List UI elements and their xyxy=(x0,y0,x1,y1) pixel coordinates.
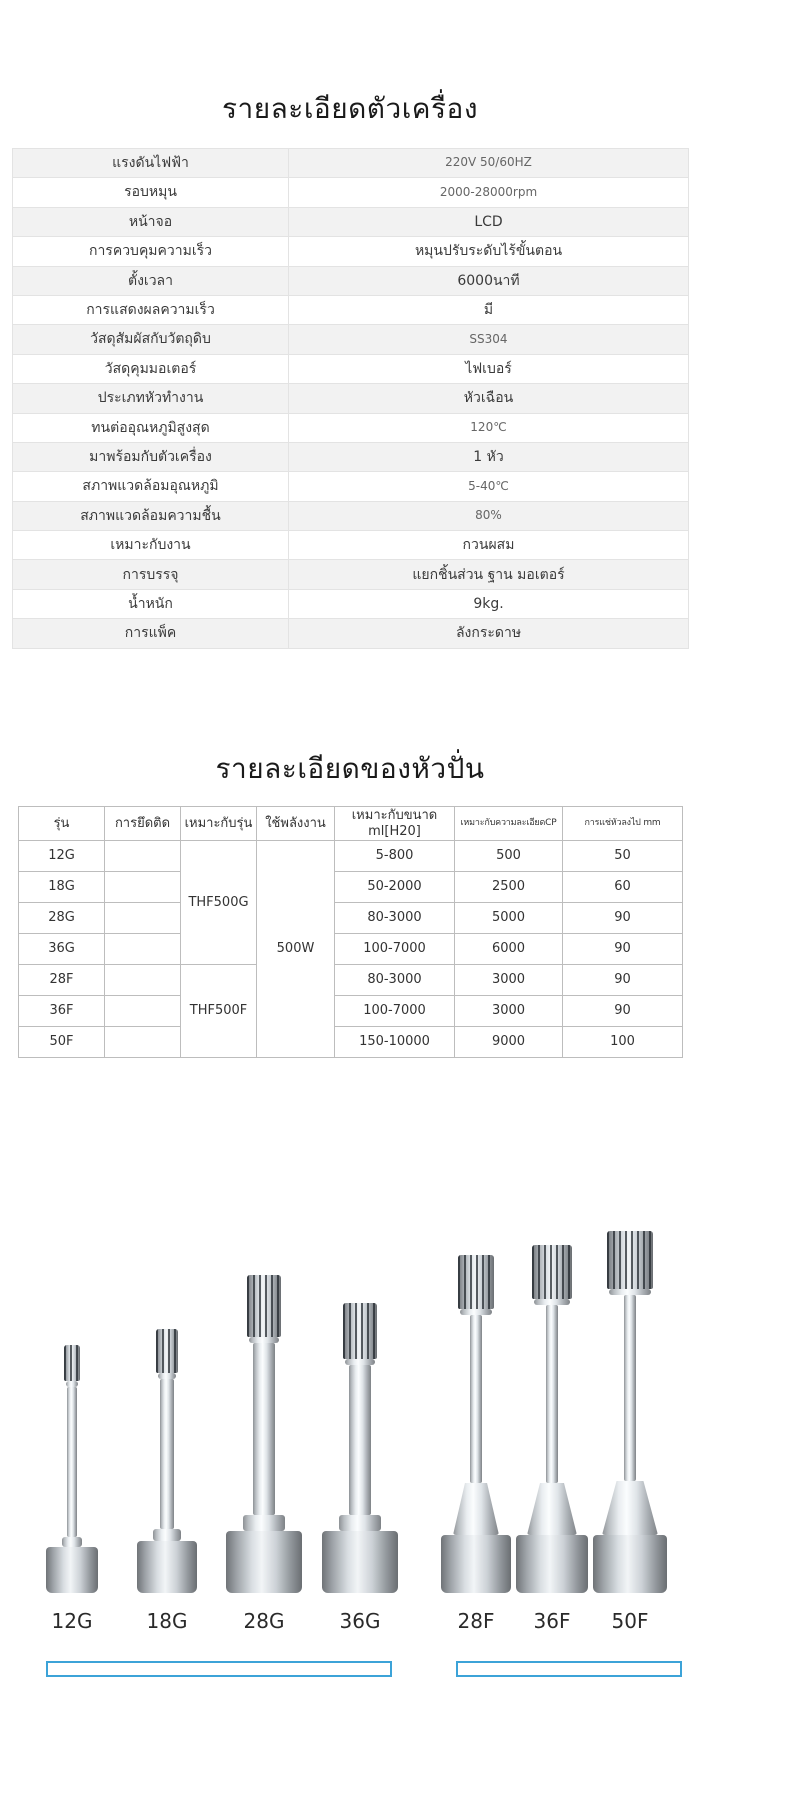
spec-label: วัสดุคุมมอเตอร์ xyxy=(13,354,289,383)
spec-row xyxy=(13,178,689,207)
probe-column-header: การแช่หัวลงไป mm xyxy=(563,807,683,841)
spec-label: รอบหมุน xyxy=(13,178,289,207)
spec-row xyxy=(13,237,689,266)
probe-group-bracket xyxy=(46,1661,392,1677)
spec-label: แรงดันไฟฟ้า xyxy=(13,149,289,178)
spec-label: ตั้งเวลา xyxy=(13,266,289,295)
probe-cell-mount xyxy=(105,841,181,872)
probe-column-header: การยึดติด xyxy=(105,807,181,841)
spec-row xyxy=(13,266,689,295)
probe-cell-model: 28G xyxy=(19,903,105,934)
probe-head-slots xyxy=(156,1329,178,1373)
probe-base xyxy=(441,1535,511,1593)
probe-image xyxy=(314,1303,406,1593)
probe-label: 28G xyxy=(243,1609,285,1633)
probe-head xyxy=(343,1303,377,1359)
probe-label: 50F xyxy=(611,1609,649,1633)
probe-shaft xyxy=(160,1379,174,1529)
probe-table-row xyxy=(19,841,683,872)
probe-collar xyxy=(243,1515,285,1531)
probe-cell-model: 50F xyxy=(19,1027,105,1058)
spec-value: SS304 xyxy=(289,325,689,354)
probe-head xyxy=(156,1329,178,1373)
probe-cell-mount xyxy=(105,965,181,996)
probe-column-header: เหมาะกับความละเอียดCP xyxy=(455,807,563,841)
spec-value: ลังกระดาษ xyxy=(289,619,689,648)
probe-base xyxy=(46,1547,98,1593)
probe-spec-heading: รายละเอียดของหัวปั่น xyxy=(215,752,485,785)
probe-shaft xyxy=(67,1387,77,1537)
spec-row xyxy=(13,207,689,236)
spec-value: 5-40℃ xyxy=(289,472,689,501)
probe-column-header: เหมาะกับขนาด ml[H20] xyxy=(335,807,455,841)
probe-label: 12G xyxy=(51,1609,93,1633)
probe-cell-model: 36F xyxy=(19,996,105,1027)
spec-label: ทนต่ออุณหภูมิสูงสุด xyxy=(13,413,289,442)
probe-cell-mount xyxy=(105,903,181,934)
probe-cell-cp: 3000 xyxy=(455,965,563,996)
probe-head-slots xyxy=(343,1303,377,1359)
probe-cell-cp: 500 xyxy=(455,841,563,872)
spec-row xyxy=(13,472,689,501)
spec-value: กวนผสม xyxy=(289,531,689,560)
probe-cell-depth: 90 xyxy=(563,965,683,996)
machine-spec-heading: รายละเอียดตัวเครื่อง xyxy=(221,92,479,125)
probe-cell-model: 28F xyxy=(19,965,105,996)
probe-image-gallery xyxy=(0,1045,700,1725)
spec-value: มี xyxy=(289,295,689,324)
spec-value: 80% xyxy=(289,501,689,530)
spec-row xyxy=(13,413,689,442)
spec-value: หัวเฉือน xyxy=(289,384,689,413)
spec-label: การบรรจุ xyxy=(13,560,289,589)
spec-row xyxy=(13,589,689,618)
probe-table-row xyxy=(19,996,683,1027)
probe-shaft xyxy=(624,1295,636,1481)
probe-image xyxy=(584,1231,676,1593)
probe-head-slots xyxy=(247,1275,281,1337)
probe-table-row xyxy=(19,872,683,903)
probe-label: 28F xyxy=(457,1609,495,1633)
spec-value: 220V 50/60HZ xyxy=(289,149,689,178)
probe-cell-depth: 60 xyxy=(563,872,683,903)
spec-label: การแสดงผลความเร็ว xyxy=(13,295,289,324)
spec-label: มาพร้อมกับตัวเครื่อง xyxy=(13,442,289,471)
probe-cell-volume: 100-7000 xyxy=(335,996,455,1027)
probe-head-slots xyxy=(607,1231,653,1289)
probe-image xyxy=(218,1275,310,1593)
probe-cell-volume: 150-10000 xyxy=(335,1027,455,1058)
probe-head xyxy=(458,1255,494,1309)
probe-base xyxy=(226,1531,302,1593)
probe-base xyxy=(516,1535,588,1593)
probe-cell-volume: 50-2000 xyxy=(335,872,455,903)
spec-value: 120℃ xyxy=(289,413,689,442)
probe-image xyxy=(26,1345,118,1593)
probe-column-header: ใช้พลังงาน xyxy=(257,807,335,841)
probe-cell-cp: 3000 xyxy=(455,996,563,1027)
spec-row xyxy=(13,149,689,178)
probe-cell-cp: 9000 xyxy=(455,1027,563,1058)
spec-value: แยกชิ้นส่วน ฐาน มอเตอร์ xyxy=(289,560,689,589)
probe-head xyxy=(532,1245,572,1299)
probe-cell-depth: 90 xyxy=(563,934,683,965)
spec-value: หมุนปรับระดับไร้ขั้นตอน xyxy=(289,237,689,266)
spec-label: ประเภทหัวทำงาน xyxy=(13,384,289,413)
probe-spec-table xyxy=(18,806,683,1058)
spec-value: 2000-28000rpm xyxy=(289,178,689,207)
probe-shaft xyxy=(253,1343,275,1515)
spec-row xyxy=(13,384,689,413)
probe-label: 36G xyxy=(339,1609,381,1633)
spec-row xyxy=(13,295,689,324)
probe-cell-mount xyxy=(105,934,181,965)
spec-value: 9kg. xyxy=(289,589,689,618)
probe-head-slots xyxy=(64,1345,80,1381)
spec-label: หน้าจอ xyxy=(13,207,289,236)
probe-collar xyxy=(153,1529,181,1541)
probe-head xyxy=(607,1231,653,1289)
probe-image xyxy=(121,1329,213,1593)
probe-base xyxy=(137,1541,197,1593)
probe-table-row xyxy=(19,965,683,996)
spec-label: สภาพแวดล้อมอุณหภูมิ xyxy=(13,472,289,501)
spec-value: LCD xyxy=(289,207,689,236)
spec-label: การควบคุมความเร็ว xyxy=(13,237,289,266)
probe-cell-model: 36G xyxy=(19,934,105,965)
spec-row xyxy=(13,560,689,589)
probe-cell-fit: THF500G xyxy=(181,841,257,965)
probe-shaft xyxy=(546,1305,558,1483)
probe-cell-cp: 5000 xyxy=(455,903,563,934)
probe-column-header: รุ่น xyxy=(19,807,105,841)
probe-collar xyxy=(453,1483,499,1535)
probe-column-header: เหมาะกับรุ่น xyxy=(181,807,257,841)
probe-base xyxy=(593,1535,667,1593)
probe-cell-cp: 6000 xyxy=(455,934,563,965)
probe-group-bracket-line xyxy=(458,1661,680,1663)
probe-cell-depth: 90 xyxy=(563,903,683,934)
probe-cell-depth: 100 xyxy=(563,1027,683,1058)
probe-group-bracket-line xyxy=(48,1661,390,1663)
spec-row xyxy=(13,619,689,648)
probe-base xyxy=(322,1531,398,1593)
spec-row xyxy=(13,442,689,471)
probe-cell-model: 12G xyxy=(19,841,105,872)
probe-table-header-row xyxy=(19,807,683,841)
probe-head-slots xyxy=(458,1255,494,1309)
spec-label: การแพ็ค xyxy=(13,619,289,648)
spec-label: น้ำหนัก xyxy=(13,589,289,618)
spec-value: 1 หัว xyxy=(289,442,689,471)
spec-value: 6000นาที xyxy=(289,266,689,295)
probe-head-slots xyxy=(532,1245,572,1299)
spec-label: สภาพแวดล้อมความชื้น xyxy=(13,501,289,530)
spec-label: วัสดุสัมผัสกับวัตถุดิบ xyxy=(13,325,289,354)
probe-cell-volume: 5-800 xyxy=(335,841,455,872)
probe-cell-volume: 80-3000 xyxy=(335,903,455,934)
probe-cell-depth: 50 xyxy=(563,841,683,872)
probe-shaft xyxy=(349,1365,371,1515)
probe-cell-model: 18G xyxy=(19,872,105,903)
probe-head xyxy=(247,1275,281,1337)
probe-cell-volume: 80-3000 xyxy=(335,965,455,996)
probe-label: 18G xyxy=(146,1609,188,1633)
probe-label: 36F xyxy=(533,1609,571,1633)
probe-cell-volume: 100-7000 xyxy=(335,934,455,965)
spec-value: ไฟเบอร์ xyxy=(289,354,689,383)
probe-cell-mount xyxy=(105,872,181,903)
probe-collar xyxy=(339,1515,381,1531)
probe-shaft xyxy=(470,1315,482,1483)
probe-head xyxy=(64,1345,80,1381)
spec-label: เหมาะกับงาน xyxy=(13,531,289,560)
probe-cell-depth: 90 xyxy=(563,996,683,1027)
probe-collar xyxy=(62,1537,82,1547)
probe-table-row xyxy=(19,934,683,965)
probe-cell-fit: THF500F xyxy=(181,965,257,1058)
probe-group-bracket xyxy=(456,1661,682,1677)
spec-row xyxy=(13,354,689,383)
probe-cell-cp: 2500 xyxy=(455,872,563,903)
spec-row xyxy=(13,325,689,354)
spec-row xyxy=(13,501,689,530)
spec-row xyxy=(13,531,689,560)
probe-collar xyxy=(602,1481,658,1535)
probe-cell-power: 500W xyxy=(257,841,335,1058)
machine-spec-table xyxy=(12,148,689,649)
probe-collar xyxy=(527,1483,577,1535)
probe-cell-mount xyxy=(105,996,181,1027)
probe-table-row xyxy=(19,903,683,934)
